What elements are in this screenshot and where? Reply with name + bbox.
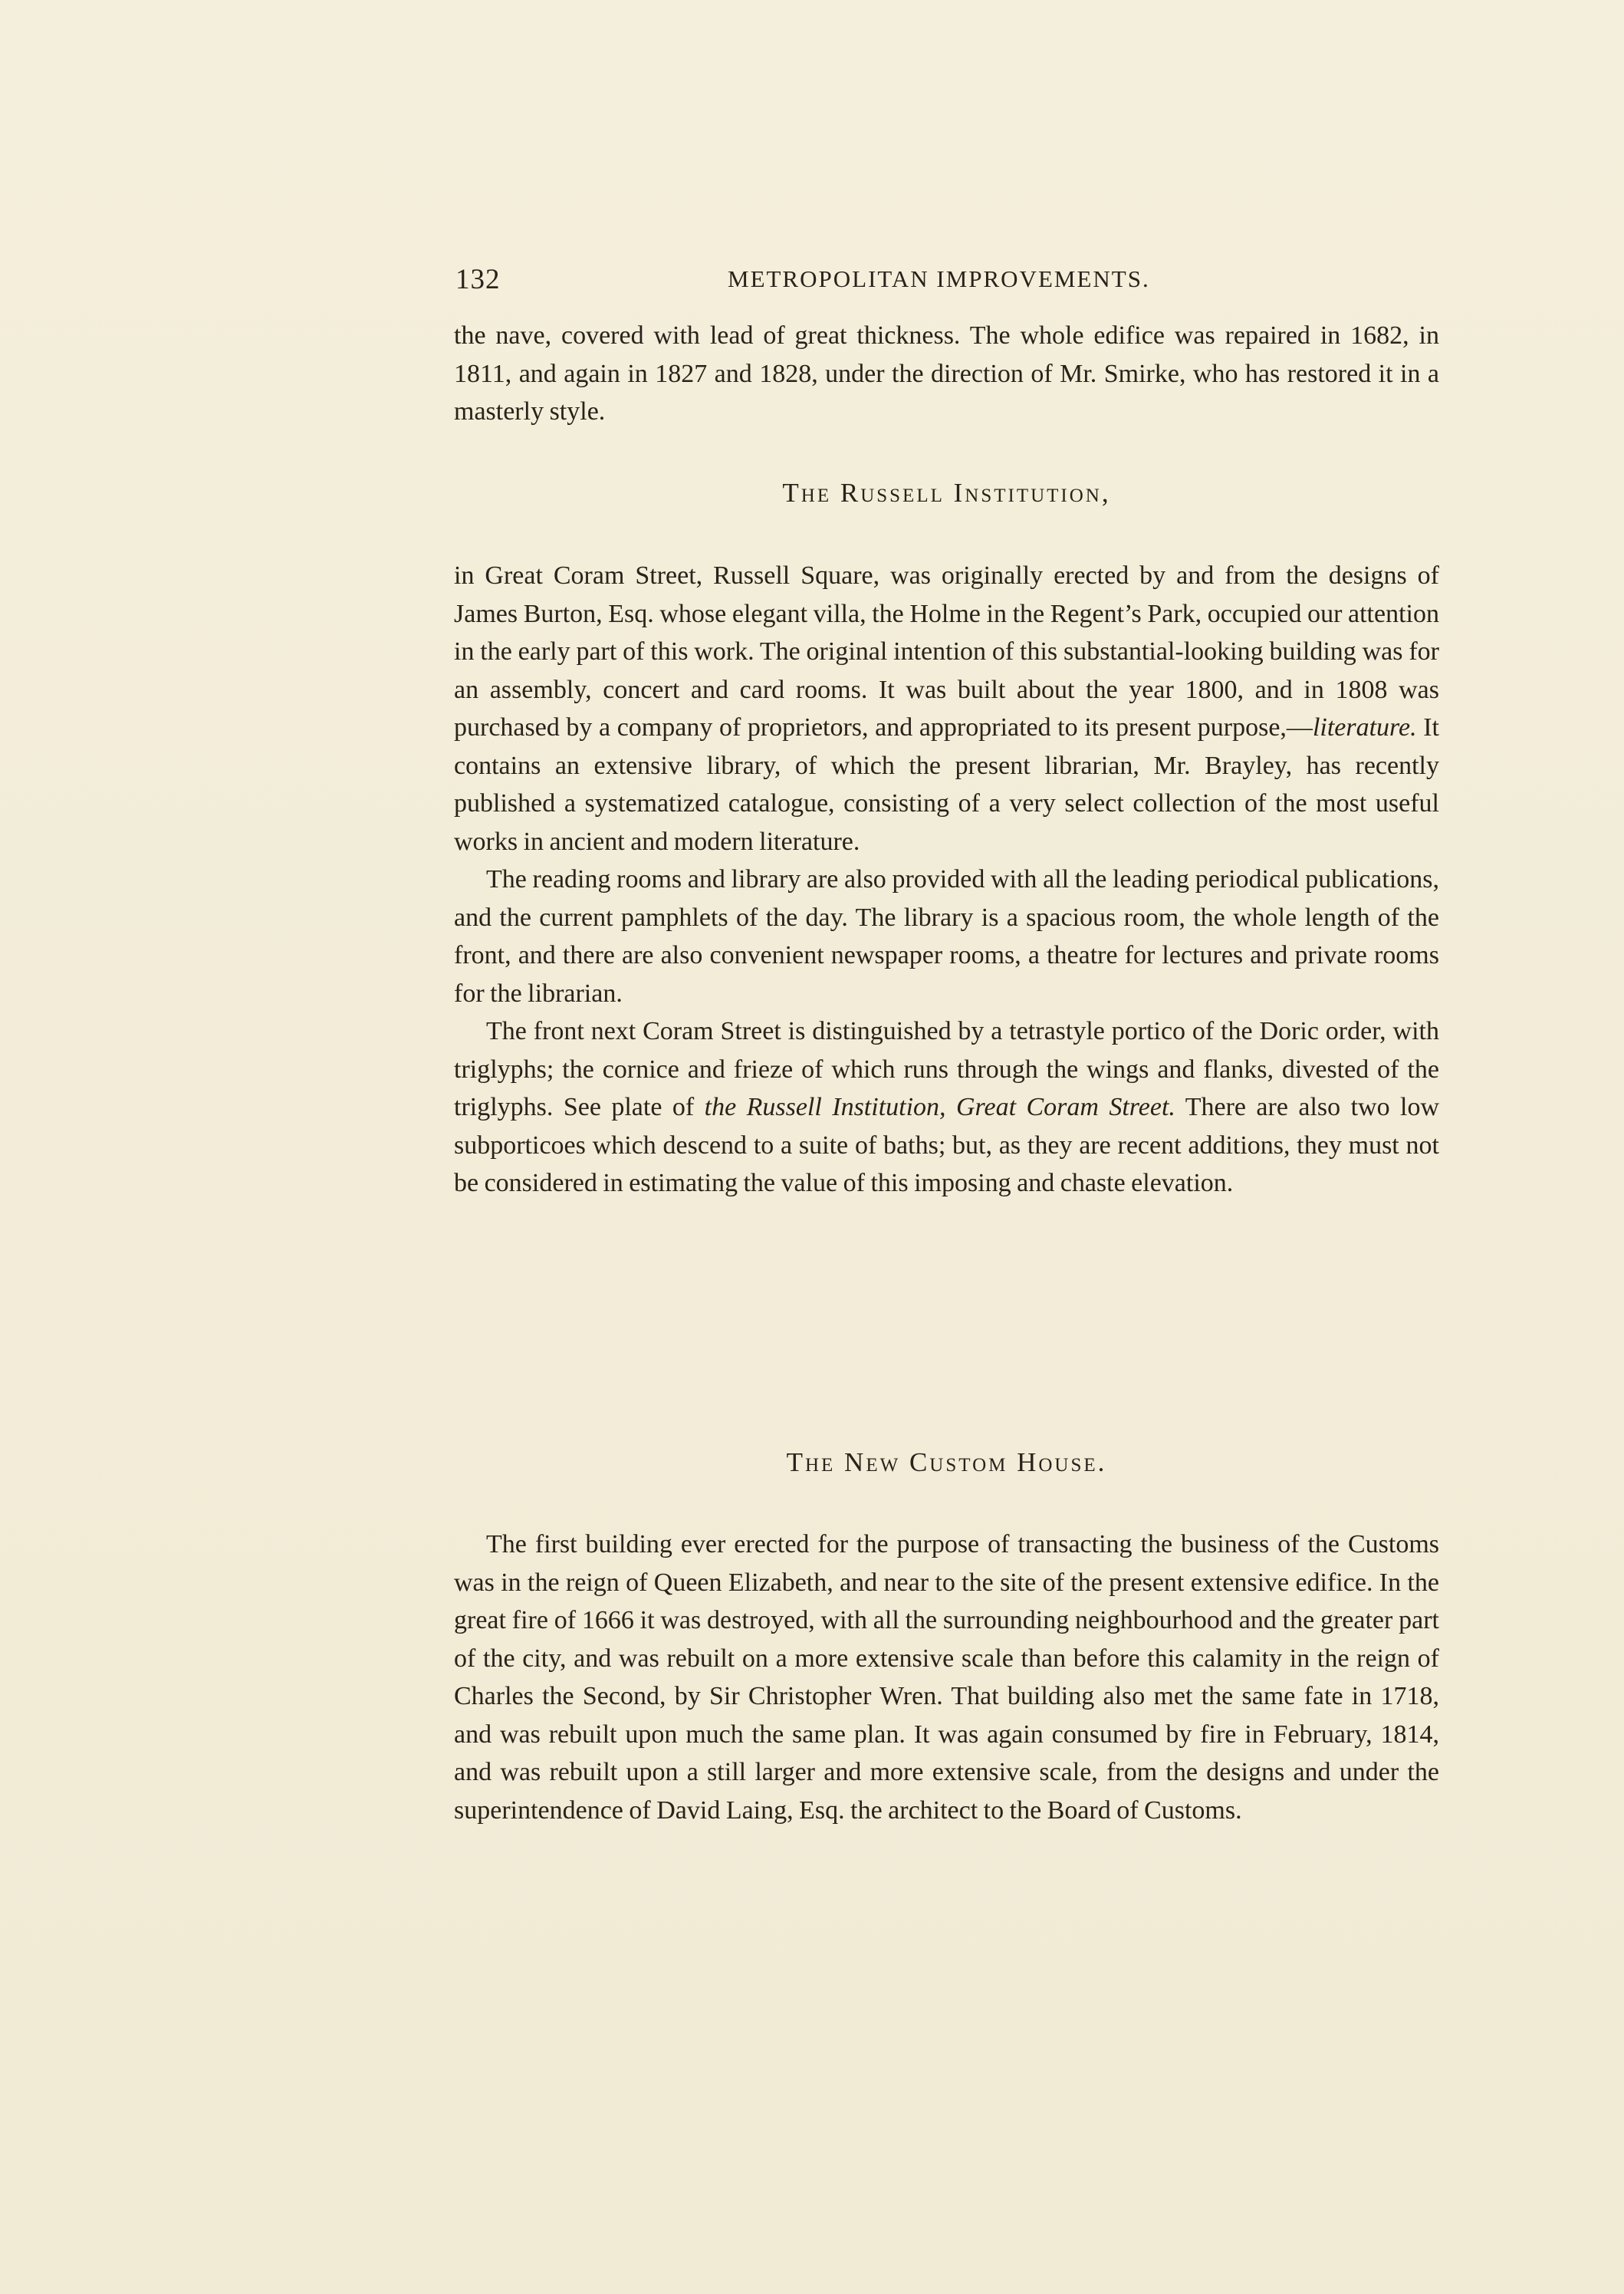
russell-paragraph-2: The reading rooms and library are also provided with all the leading periodical publications, and the current pamphlets of the day. The library is a spacious room, the whole length of the front, and there are also convenient newspaper rooms, a theatre for lectures and private rooms for the librarian. [454, 865, 1439, 1008]
russell-p3-text-cont: There are also two low subporticoes which descend to a suite of baths; but, as they are recent additions, they must not be considered in estimating the value of this imposing and chaste elevation. [454, 1093, 1440, 1197]
russell-paragraph-3 [454, 1012, 1439, 1203]
russell-text [454, 557, 1439, 1203]
running-head [455, 263, 1437, 301]
russell-heading: The Russell Institution, [782, 478, 1111, 508]
custom-house-paragraph-1: The first building ever erected for the purpose of transacting the business of the Customs was in the reign of Queen Elizabeth, and near to the site of the present extensive edifice. In the great fire of 1666 it was destroyed, with all the surrounding neighbourhood and the greater part of the city, and was rebuilt on a more extensive scale than before this calamity in the reign of Charles the Second, by Sir Christopher Wren. That building also met the same fate in 1718, and was rebuilt upon much the same plan. It was again consumed by fire in February, 1814, and was rebuilt upon a still larger and more extensive scale, from the designs and under the superintendence of David Laing, Esq. the architect to the Board of Customs. [454, 1530, 1439, 1825]
russell-paragraph-1 [454, 557, 1439, 861]
russell-p1-text: in Great Coram Street, Russell Square, was originally erected by and from the designs of James Burton, Esq. whose elegant villa, the Holme in the Regent’s Park, occupied our attention in the early part of this work. The original intention of this substantial-looking building was for an assembly, concert and card rooms. It was built about the year 1800, and in 1808 was purchased by a company of proprietors, and appropriated to its present purpose,— [454, 561, 1439, 742]
running-title: METROPOLITAN IMPROVEMENTS. [728, 265, 1150, 292]
russell-p3-italic: the Russell Institution, Great Coram Street. [704, 1093, 1175, 1121]
russell-p1-italic: literature. [1312, 713, 1417, 742]
custom-house-text [454, 1525, 1439, 1829]
russell-p3-text: The front next Coram Street is distinguished by a tetrastyle portico of the Doric order, with triglyphs; the cornice and frieze of which runs through the wings and flanks, divested of the triglyphs. See plate of [454, 1017, 1439, 1121]
russell-p1-text-cont: It contains an extensive library, of which the present librarian, Mr. Brayley, has recently published a systematized catalogue, consisting of a very select collection of the most useful works in ancient and modern literature. [454, 713, 1439, 856]
custom-house-heading: The New Custom House. [786, 1447, 1107, 1477]
page-number: 132 [455, 264, 501, 295]
intro-paragraph: the nave, covered with lead of great thickness. The whole edifice was repaired in 1682, in 1811, and again in 1827 and 1828, under the direction of Mr. Smirke, who has restored it in a masterly style. [454, 321, 1439, 426]
intro-text [454, 317, 1439, 431]
